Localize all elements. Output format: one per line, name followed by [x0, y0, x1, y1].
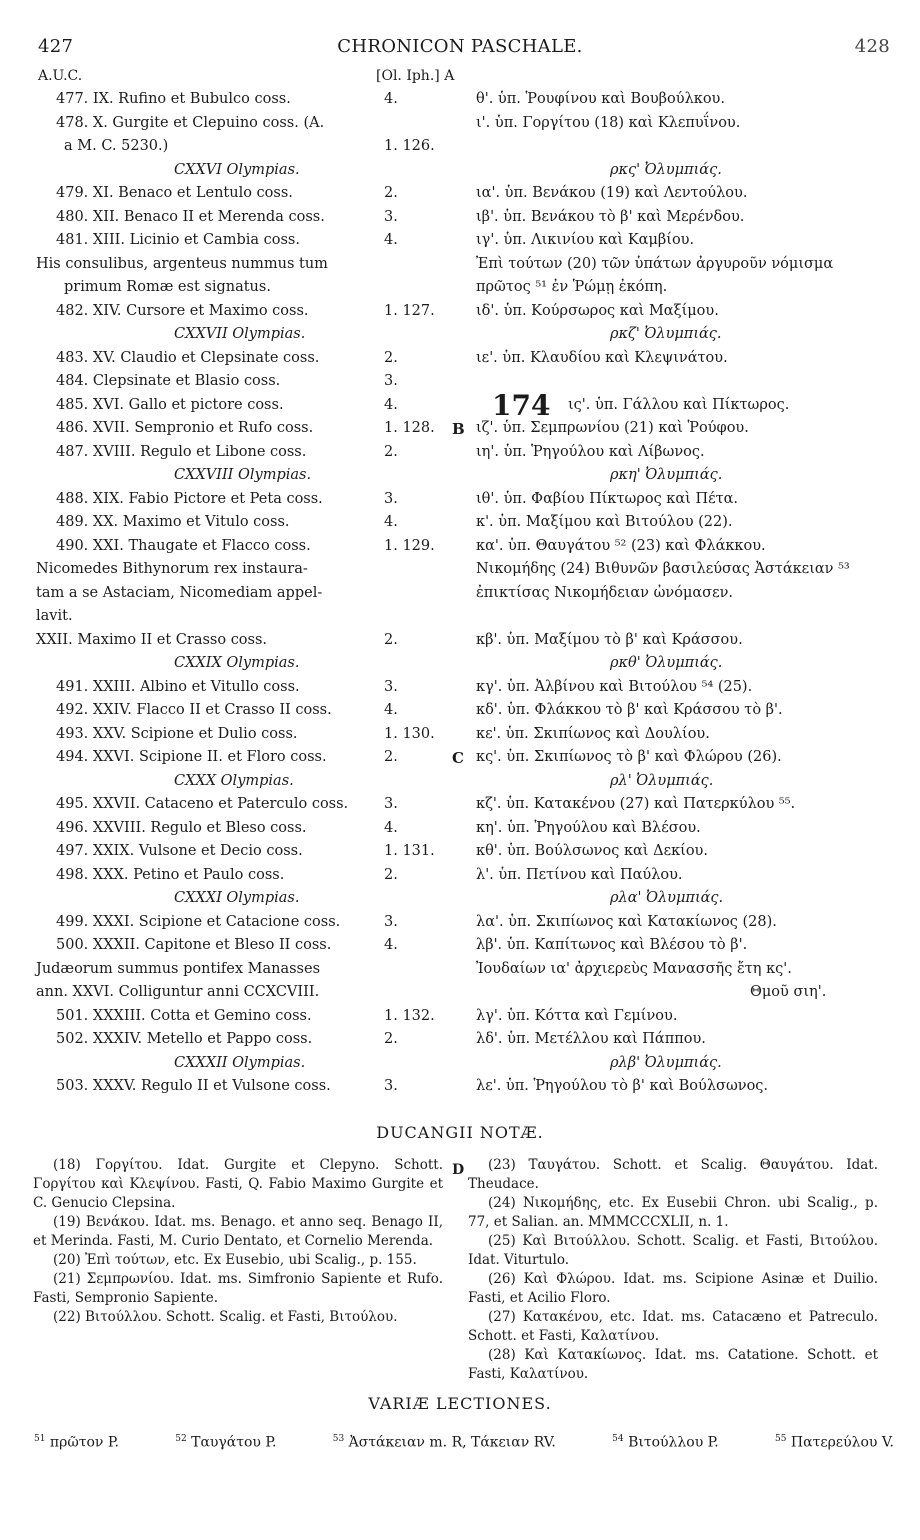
- olympiad-year: 1. 130.: [384, 725, 435, 742]
- variant-reading: [612, 1434, 719, 1451]
- greek-entry: Θμοῦ σιη'.: [750, 984, 827, 1000]
- footnote: (26) Καὶ Φλώρου. Idat. ms. Scipione Asinæ et Duilio. Fasti, et Acilio Floro.: [468, 1271, 878, 1306]
- table-row: [0, 444, 920, 468]
- variant-reading: [175, 1434, 276, 1451]
- latin-entry: 483. XV. Claudio et Clepsinate coss.: [56, 349, 320, 366]
- table-row: [0, 303, 920, 327]
- variant-text: Πατερεύλου V.: [786, 1434, 894, 1451]
- notes-left-column: [33, 1156, 443, 1327]
- variant-number: 54: [612, 1434, 624, 1444]
- variant-number: 53: [332, 1434, 345, 1444]
- table-row: [0, 209, 920, 233]
- footnote: (22) Βιτούλλου. Schott. Scalig. et Fasti, Βιτούλου.: [53, 1309, 398, 1325]
- variant-number: 52: [175, 1434, 187, 1444]
- latin-entry: 495. XXVII. Cataceno et Paterculo coss.: [56, 796, 349, 812]
- olympiad-year: 2.: [384, 443, 398, 460]
- latin-entry: 488. XIX. Fabio Pictore et Peta coss.: [56, 490, 323, 507]
- notes-title: DUCANGII NOTÆ.: [376, 1123, 544, 1142]
- olympiad-year: 4.: [384, 91, 398, 107]
- table-row: [0, 867, 920, 891]
- greek-entry: κζ'. ὑπ. Κατακένου (27) καὶ Πατερκύλου ⁵⁵.: [476, 796, 796, 812]
- olympiad-heading-latin: CXXX Olympias.: [174, 772, 294, 789]
- greek-entry: ιβ'. ὑπ. Βενάκου τὸ β' καὶ Μερένδου.: [476, 208, 745, 225]
- latin-entry: 477. IX. Rufino et Bubulco coss.: [56, 91, 291, 107]
- page-marker: 174: [492, 388, 551, 422]
- olympiad-year: 4.: [384, 232, 398, 248]
- latin-entry: 494. XXVI. Scipione II. et Floro coss.: [56, 749, 327, 765]
- latin-entry: 478. X. Gurgite et Clepuino coss. (A.: [56, 114, 325, 131]
- latin-entry: 503. XXXV. Regulo II et Vulsone coss.: [56, 1078, 331, 1094]
- table-row: [0, 655, 920, 679]
- latin-entry: 499. XXXI. Scipione et Catacione coss.: [56, 913, 341, 930]
- table-row: [0, 961, 920, 985]
- notes-right-column: [468, 1156, 878, 1384]
- table-row: [0, 467, 920, 491]
- greek-entry: ιδ'. ὑπ. Κούρσωρος καὶ Μαξίμου.: [476, 302, 719, 319]
- table-row: [0, 1078, 920, 1102]
- table-row: [0, 138, 920, 162]
- greek-entry: κγ'. ὑπ. Ἀλβίνου καὶ Βιτούλου ⁵⁴ (25).: [476, 678, 753, 695]
- page-title: CHRONICON PASCHALE.: [337, 36, 583, 57]
- olympiad-year: 2.: [384, 866, 398, 883]
- footnote: (19) Βενάκου. Idat. ms. Benago. et anno seq. Benago II, et Merinda. Fasti, M. Curio Dentato, et Cornelio Merenda.: [33, 1214, 443, 1249]
- olympiad-heading-greek: ρκζ' Ὀλυμπιάς.: [610, 326, 722, 342]
- variant-reading: [333, 1434, 556, 1451]
- variant-text: Βιτούλλου P.: [623, 1434, 719, 1451]
- olympiad-heading-greek: ρκη' Ὀλυμπιάς.: [610, 467, 723, 483]
- olympiad-heading-latin: CXXXII Olympias.: [174, 1054, 306, 1071]
- margin-letter: B: [452, 420, 465, 438]
- variant-number: 51: [34, 1434, 46, 1444]
- latin-entry: 485. XVI. Gallo et pictore coss.: [56, 396, 284, 413]
- latin-entry: 486. XVII. Sempronio et Rufo coss.: [56, 420, 314, 436]
- variant-reading: [775, 1434, 894, 1451]
- olympiad-heading-latin: CXXVIII Olympias.: [174, 467, 312, 483]
- olympiad-year: 3.: [384, 208, 398, 225]
- greek-entry: πρῶτος ⁵¹ ἐν Ῥώμῃ ἐκόπη.: [476, 279, 668, 295]
- latin-entry: 482. XIV. Cursore et Maximo coss.: [56, 302, 309, 319]
- table-row: [0, 984, 920, 1008]
- table-row: [0, 514, 920, 538]
- footnote: (28) Καὶ Κατακίωνος. Idat. ms. Catatione. Schott. et Fasti, Καλατίνου.: [468, 1347, 878, 1382]
- footnote: (27) Κατακένου, etc. Idat. ms. Catacæno et Patreculo. Schott. et Fasti, Καλατίνου.: [468, 1309, 878, 1344]
- latin-entry: 491. XXIII. Albino et Vitullo coss.: [56, 678, 300, 695]
- table-row: [0, 256, 920, 280]
- table-row: [0, 796, 920, 820]
- footnote: (23) Ταυγάτου. Schott. et Scalig. Θαυγάτου. Idat. Theudace.: [468, 1157, 878, 1192]
- olympiad-year: 1. 131.: [384, 843, 435, 859]
- table-row: [0, 1008, 920, 1032]
- latin-entry: Nicomedes Bithynorum rex instaura-: [36, 561, 308, 577]
- olympiad-label: [Ol. Iph.] A: [376, 68, 455, 84]
- latin-entry: 484. Clepsinate et Blasio coss.: [56, 373, 281, 389]
- latin-entry: 497. XXIX. Vulsone et Decio coss.: [56, 843, 303, 859]
- table-row: [0, 279, 920, 303]
- olympiad-year: 4.: [384, 514, 398, 530]
- greek-entry: κη'. ὑπ. Ῥηγούλου καὶ Βλέσου.: [476, 819, 701, 836]
- table-row: [0, 890, 920, 914]
- greek-entry: κ'. ὑπ. Μαξίμου καὶ Βιτούλου (22).: [476, 514, 733, 530]
- olympiad-year: 1. 126.: [384, 138, 435, 154]
- greek-entry: ἐπικτίσας Νικομήδειαν ὠνόμασεν.: [476, 584, 734, 601]
- table-row: [0, 115, 920, 139]
- olympiad-heading-greek: ρλ' Ὀλυμπιάς.: [610, 772, 714, 789]
- page-number-right: 428: [854, 36, 890, 57]
- table-row: [0, 350, 920, 374]
- greek-entry: Νικομήδης (24) Βιθυνῶν βασιλεύσας Ἀστάκειαν ⁵³: [476, 561, 850, 577]
- greek-entry: ις'. ὑπ. Γάλλου καὶ Πίκτωρος.: [568, 396, 790, 413]
- latin-entry: ann. XXVI. Colliguntur anni CCXCVIII.: [36, 984, 320, 1000]
- olympiad-heading-latin: CXXVI Olympias.: [174, 161, 300, 178]
- olympiad-year: 4.: [384, 702, 398, 718]
- greek-entry: ι'. ὑπ. Γοργίτου (18) καὶ Κλεπυΐνου.: [476, 114, 741, 131]
- latin-entry: 480. XII. Benaco II et Merenda coss.: [56, 208, 325, 225]
- latin-entry: 496. XXVIII. Regulo et Bleso coss.: [56, 819, 307, 836]
- greek-entry: λγ'. ὑπ. Κόττα καὶ Γεμίνου.: [476, 1007, 678, 1024]
- table-row: [0, 491, 920, 515]
- table-row: [0, 561, 920, 585]
- olympiad-year: 1. 129.: [384, 537, 435, 554]
- latin-entry: 492. XXIV. Flacco II et Crasso II coss.: [56, 702, 332, 718]
- latin-entry: 481. XIII. Licinio et Cambia coss.: [56, 232, 300, 248]
- latin-entry: 487. XVIII. Regulo et Libone coss.: [56, 443, 307, 460]
- greek-entry: λα'. ὑπ. Σκιπίωνος καὶ Κατακίωνος (28).: [476, 913, 777, 930]
- olympiad-year: 2.: [384, 631, 398, 648]
- footnote: (21) Σεμπρωνίου. Idat. ms. Simfronio Sapiente et Rufo. Fasti, Sempronio Sapiente.: [33, 1271, 443, 1306]
- table-row: [0, 937, 920, 961]
- table-row: [0, 726, 920, 750]
- greek-entry: θ'. ὑπ. Ῥουφίνου καὶ Βουβούλκου.: [476, 91, 725, 107]
- table-row: [0, 91, 920, 115]
- table-row: [0, 420, 920, 444]
- latin-entry: 498. XXX. Petino et Paulo coss.: [56, 866, 285, 883]
- olympiad-year: 2.: [384, 749, 398, 765]
- olympiad-year: 1. 128.: [384, 420, 435, 436]
- variae-title: VARIÆ LECTIONES.: [368, 1394, 552, 1413]
- olympiad-year: 4.: [384, 819, 398, 836]
- table-row: [0, 326, 920, 350]
- greek-entry: λδ'. ὑπ. Μετέλλου καὶ Πάππου.: [476, 1031, 706, 1047]
- olympiad-year: 3.: [384, 490, 398, 507]
- footnote: (24) Νικομήδης, etc. Ex Eusebii Chron. ubi Scalig., p. 77, et Salian. an. MMMCCCXLII, n. 1.: [468, 1195, 878, 1230]
- latin-entry: 502. XXXIV. Metello et Pappo coss.: [56, 1031, 313, 1047]
- margin-letter: C: [452, 749, 464, 767]
- greek-entry: κα'. ὑπ. Θαυγάτου ⁵² (23) καὶ Φλάκκου.: [476, 537, 766, 554]
- table-row: [0, 538, 920, 562]
- olympiad-heading-greek: ρλβ' Ὀλυμπιάς.: [610, 1054, 722, 1071]
- variant-reading: [34, 1434, 119, 1451]
- latin-entry: 501. XXXIII. Cotta et Gemino coss.: [56, 1007, 312, 1024]
- latin-entry: 479. XI. Benaco et Lentulo coss.: [56, 185, 293, 201]
- latin-entry: 500. XXXII. Capitone et Bleso II coss.: [56, 937, 332, 953]
- footnote: (20) Ἐπὶ τούτων, etc. Ex Eusebio, ubi Scalig., p. 155.: [53, 1252, 417, 1268]
- greek-entry: κε'. ὑπ. Σκιπίωνος καὶ Δουλίου.: [476, 725, 710, 742]
- margin-letter-d: D: [452, 1162, 465, 1178]
- olympiad-heading-latin: CXXVII Olympias.: [174, 326, 306, 342]
- table-row: [0, 820, 920, 844]
- olympiad-year: 3.: [384, 796, 398, 812]
- greek-entry: λ'. ὑπ. Πετίνου καὶ Παύλου.: [476, 866, 683, 883]
- latin-entry: 489. XX. Maximo et Vitulo coss.: [56, 514, 290, 530]
- table-row: [0, 585, 920, 609]
- greek-entry: λβ'. ὑπ. Καπίτωνος καὶ Βλέσου τὸ β'.: [476, 937, 748, 953]
- table-row: [0, 773, 920, 797]
- olympiad-heading-latin: CXXXI Olympias.: [174, 890, 300, 906]
- olympiad-year: 3.: [384, 678, 398, 695]
- auc-label: A.U.C.: [38, 68, 83, 84]
- table-row: [0, 679, 920, 703]
- greek-entry: ιε'. ὑπ. Κλαυδίου καὶ Κλεψινάτου.: [476, 349, 728, 366]
- olympiad-heading-latin: CXXIX Olympias.: [174, 655, 300, 671]
- latin-entry: His consulibus, argenteus nummus tum: [36, 255, 328, 272]
- greek-entry: κθ'. ὑπ. Βούλσωνος καὶ Δεκίου.: [476, 843, 708, 859]
- table-row: [0, 608, 920, 632]
- latin-entry: XXII. Maximo II et Crasso coss.: [36, 631, 268, 648]
- latin-entry: 493. XXV. Scipione et Dulio coss.: [56, 725, 298, 742]
- table-row: [0, 1055, 920, 1079]
- table-row: [0, 162, 920, 186]
- greek-entry: ιθ'. ὑπ. Φαβίου Πίκτωρος καὶ Πέτα.: [476, 490, 739, 507]
- table-row: [0, 185, 920, 209]
- table-row: [0, 702, 920, 726]
- olympiad-year: 3.: [384, 373, 398, 389]
- olympiad-year: 4.: [384, 396, 398, 413]
- olympiad-year: 1. 127.: [384, 302, 435, 319]
- olympiad-year: 2.: [384, 349, 398, 366]
- olympiad-year: 1. 132.: [384, 1007, 435, 1024]
- table-row: [0, 843, 920, 867]
- olympiad-year: 3.: [384, 913, 398, 930]
- latin-entry: Judæorum summus pontifex Manasses: [36, 960, 321, 977]
- greek-entry: κς'. ὑπ. Σκιπίωνος τὸ β' καὶ Φλώρου (26).: [476, 749, 782, 765]
- greek-entry: ια'. ὑπ. Βενάκου (19) καὶ Λεντούλου.: [476, 185, 748, 201]
- footnote: (25) Καὶ Βιτούλλου. Schott. Scalig. et Fasti, Βιτούλου. Idat. Viturtulo.: [468, 1233, 878, 1268]
- variant-text: πρῶτον P.: [45, 1434, 119, 1451]
- olympiad-year: 4.: [384, 937, 398, 953]
- olympiad-year: 2.: [384, 1031, 398, 1047]
- greek-entry: Ἰουδαίων ια' ἀρχιερεὺς Μανασσῆς ἔτη κς'.: [476, 960, 792, 977]
- greek-entry: ιγ'. ὑπ. Λικινίου καὶ Καμβίου.: [476, 232, 695, 248]
- variant-number: 55: [775, 1434, 787, 1444]
- table-row: [0, 373, 920, 397]
- latin-entry: tam a se Astaciam, Nicomediam appel-: [36, 584, 323, 601]
- greek-entry: λε'. ὑπ. Ῥηγούλου τὸ β' καὶ Βούλσωνος.: [476, 1078, 769, 1094]
- table-row: [0, 388, 920, 422]
- greek-entry: Ἐπὶ τούτων (20) τῶν ὑπάτων ἀργυροῦν νόμισμα: [476, 255, 834, 272]
- table-row: [0, 232, 920, 256]
- footnote: (18) Γοργίτου. Idat. Gurgite et Clepyno. Schott. Γοργίτου καὶ Κλεψίνου. Fasti, Q. Fabio Maximo Gurgite et C. Genucio Clepsina.: [33, 1157, 443, 1211]
- olympiad-heading-greek: ρκθ' Ὀλυμπιάς.: [610, 655, 723, 671]
- greek-entry: κβ'. ὑπ. Μαξίμου τὸ β' καὶ Κράσσου.: [476, 631, 743, 648]
- variant-text: Ταυγάτου P.: [186, 1434, 277, 1451]
- table-row: [0, 1031, 920, 1055]
- olympiad-year: 3.: [384, 1078, 398, 1094]
- latin-entry: 490. XXI. Thaugate et Flacco coss.: [56, 537, 311, 554]
- latin-entry: a M. C. 5230.): [64, 138, 169, 154]
- page-number-left: 427: [38, 36, 74, 57]
- table-row: [0, 632, 920, 656]
- olympiad-heading-greek: ρκς' Ὀλυμπιάς.: [610, 161, 722, 178]
- greek-entry: ιη'. ὑπ. Ῥηγούλου καὶ Λίβωνος.: [476, 443, 705, 460]
- table-row: [0, 914, 920, 938]
- olympiad-year: 2.: [384, 185, 398, 201]
- latin-entry: primum Romæ est signatus.: [64, 279, 271, 295]
- greek-entry: ιζ'. ὑπ. Σεμπρωνίου (21) καὶ Ῥούφου.: [476, 420, 749, 436]
- latin-entry: lavit.: [36, 608, 73, 624]
- variant-text: Ἀστάκειαν m. R, Τάκειαν RV.: [344, 1434, 556, 1451]
- greek-entry: κδ'. ὑπ. Φλάκκου τὸ β' καὶ Κράσσου τὸ β'.: [476, 702, 783, 718]
- variae-lectiones: [34, 1434, 894, 1451]
- olympiad-heading-greek: ρλα' Ὀλυμπιάς.: [610, 890, 724, 906]
- table-row: [0, 749, 920, 773]
